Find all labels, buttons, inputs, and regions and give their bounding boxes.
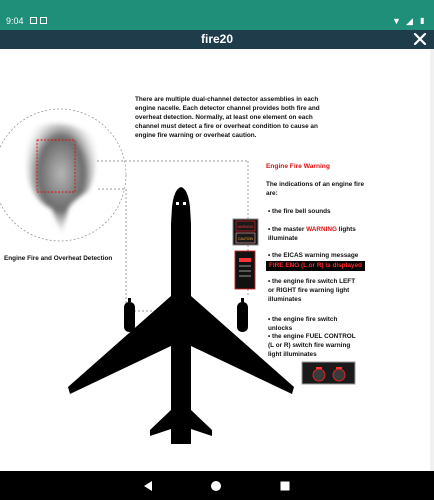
indications-intro: The indications of an engine fire are:: [266, 181, 365, 197]
content-area: [0, 49, 434, 471]
bullet-2-suffix: lights illuminate: [268, 226, 356, 242]
indication-fire-switch-light: • the engine fire switch LEFT or RIGHT fire warning light illuminates: [268, 278, 356, 303]
bullet-2-prefix: • the master: [268, 226, 307, 233]
warning-highlight: WARNING: [306, 226, 338, 233]
panel-caution-label: CAUTION: [238, 237, 253, 241]
fire-eng-message: FIRE ENG (L or R) is displayed: [266, 261, 365, 271]
eicas-display: [235, 251, 255, 289]
left-wing: [68, 296, 171, 394]
app-bar: [0, 30, 434, 49]
right-pylon: [241, 298, 244, 302]
panel-warning-label: WARNING: [237, 225, 254, 229]
notification-icon: [30, 17, 37, 24]
home-circle-icon[interactable]: [209, 479, 223, 493]
close-icon[interactable]: [412, 31, 428, 47]
nacelle-detail-inset: [0, 109, 126, 241]
fuselage: [171, 187, 191, 444]
indication-master-warning: [268, 225, 363, 243]
back-triangle-icon[interactable]: [141, 479, 155, 493]
left-pylon: [128, 298, 131, 302]
diagram-caption: Engine Fire and Overheat Detection: [4, 255, 113, 262]
page-title: fire20: [200, 32, 234, 46]
signal-icon: ◢: [406, 16, 413, 26]
indication-fire-bell: • the fire bell sounds: [268, 208, 331, 215]
warning-title: Engine Fire Warning: [266, 163, 330, 170]
indication-fire-switch-unlock: • the engine fire switch unlocks: [268, 316, 338, 332]
fuel-control-panel: [302, 362, 355, 384]
recents-square-icon[interactable]: [278, 479, 292, 493]
status-time: 9:04: [6, 16, 24, 26]
notification-icon: [40, 17, 47, 24]
wifi-icon: ▼: [392, 16, 401, 26]
status-bar: [0, 0, 434, 30]
right-engine: [237, 302, 248, 332]
indication-fuel-control-light: • the engine FUEL CONTROL (L or R) switch fire warning light illuminates: [268, 333, 356, 358]
intro-text: There are multiple dual-channel detector assemblies in each engine nacelle. Each detector channel provides both fire and overheat detection. Normally, at least one element on each channel must detect a fire or overheat condition to cause an engine fire warning or overheat caution.: [135, 96, 320, 139]
battery-icon: ▮: [420, 16, 425, 25]
right-stabilizer: [191, 410, 212, 436]
indication-eicas-message: • the EICAS warning message: [268, 252, 359, 259]
master-warning-panel: [233, 219, 258, 245]
navigation-bar: [0, 471, 434, 500]
left-engine: [124, 302, 135, 332]
left-stabilizer: [150, 410, 171, 436]
